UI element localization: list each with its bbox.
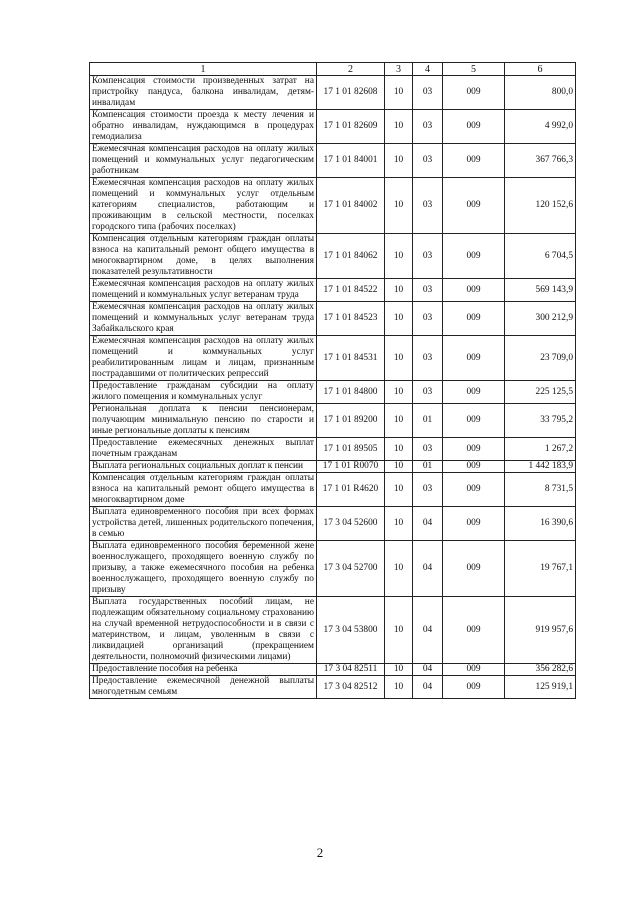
section-code: 10 <box>385 507 413 541</box>
budget-code: 17 3 04 52700 <box>317 541 385 597</box>
subsection-code: 04 <box>413 541 443 597</box>
budget-code: 17 1 01 84001 <box>317 144 385 178</box>
table-row <box>90 541 576 597</box>
amount: 120 152,6 <box>505 178 576 234</box>
subsection-code: 03 <box>413 144 443 178</box>
subsection-code: 03 <box>413 302 443 336</box>
amount: 569 143,9 <box>505 279 576 302</box>
budget-code: 17 1 01 82608 <box>317 76 385 110</box>
subsection-code: 04 <box>413 664 443 676</box>
section-code: 10 <box>385 438 413 461</box>
budget-code: 17 1 01 84062 <box>317 234 385 279</box>
table-row <box>90 302 576 336</box>
row-description: Предоставление гражданам субсидии на оплату жилого помещения и коммунальных услуг <box>90 381 317 404</box>
expense-type-code: 009 <box>443 541 505 597</box>
amount: 225 125,5 <box>505 381 576 404</box>
table-row <box>90 144 576 178</box>
page-number: 2 <box>316 845 324 860</box>
budget-code: 17 1 01 82609 <box>317 110 385 144</box>
section-code: 10 <box>385 676 413 699</box>
expense-type-code: 009 <box>443 279 505 302</box>
table-row <box>90 110 576 144</box>
table-row <box>90 178 576 234</box>
table-row <box>90 461 576 473</box>
subsection-code: 03 <box>413 110 443 144</box>
table-row <box>90 234 576 279</box>
expense-type-code: 009 <box>443 336 505 381</box>
expense-type-code: 009 <box>443 438 505 461</box>
section-code: 10 <box>385 234 413 279</box>
row-description: Ежемесячная компенсация расходов на оплату жилых помещений и коммунальных услуг ветеранам труда <box>90 279 317 302</box>
header-cell: 5 <box>443 63 505 76</box>
budget-code: 17 1 01 84531 <box>317 336 385 381</box>
amount: 8 731,5 <box>505 473 576 507</box>
row-description: Компенсация отдельным категориям граждан оплаты взноса на капитальный ремонт общего имущества в многоквартирном доме, в целях выполнения показателей результативности <box>90 234 317 279</box>
table-row <box>90 381 576 404</box>
row-description: Ежемесячная компенсация расходов на оплату жилых помещений и коммунальных услуг реабилитированным лицам и лицам, признанным пострадавшими от политических репрессий <box>90 336 317 381</box>
table-header-row <box>90 63 576 76</box>
expense-type-code: 009 <box>443 597 505 664</box>
subsection-code: 04 <box>413 507 443 541</box>
amount: 356 282,6 <box>505 664 576 676</box>
subsection-code: 03 <box>413 473 443 507</box>
row-description: Выплата единовременного пособия при всех формах устройства детей, лишенных родительского попечения, в семью <box>90 507 317 541</box>
row-description: Региональная доплата к пенсии пенсионерам, получающим минимальную пенсию по старости и иные региональные доплаты к пенсиям <box>90 404 317 438</box>
expense-type-code: 009 <box>443 461 505 473</box>
row-description: Выплата региональных социальных доплат к пенсии <box>90 461 317 473</box>
header-cell: 2 <box>317 63 385 76</box>
table-row <box>90 279 576 302</box>
budget-code: 17 1 01 84522 <box>317 279 385 302</box>
budget-code: 17 3 04 53800 <box>317 597 385 664</box>
section-code: 10 <box>385 461 413 473</box>
budget-code: 17 1 01 89505 <box>317 438 385 461</box>
row-description: Ежемесячная компенсация расходов на оплату жилых помещений и коммунальных услуг отдельным категориям специалистов, работающим и проживающим в сельской местности, поселках городского типа (рабочих поселках) <box>90 178 317 234</box>
expense-type-code: 009 <box>443 110 505 144</box>
amount: 800,0 <box>505 76 576 110</box>
expense-type-code: 009 <box>443 144 505 178</box>
subsection-code: 03 <box>413 178 443 234</box>
section-code: 10 <box>385 302 413 336</box>
subsection-code: 03 <box>413 76 443 110</box>
header-cell: 1 <box>90 63 317 76</box>
table-row <box>90 507 576 541</box>
budget-code: 17 1 01 84523 <box>317 302 385 336</box>
budget-code: 17 3 04 82511 <box>317 664 385 676</box>
amount: 23 709,0 <box>505 336 576 381</box>
header-cell: 4 <box>413 63 443 76</box>
table-row <box>90 438 576 461</box>
subsection-code: 04 <box>413 597 443 664</box>
section-code: 10 <box>385 597 413 664</box>
row-description: Выплата государственных пособий лицам, не подлежащим обязательному социальному страхованию на случай временной нетрудоспособности и в связи с материнством, и лицам, уволенным в связи с ликвидацией организаций (прекращением деятельности, полномочий физическими лицами) <box>90 597 317 664</box>
amount: 33 795,2 <box>505 404 576 438</box>
row-description: Предоставление пособия на ребенка <box>90 664 317 676</box>
expense-type-code: 009 <box>443 507 505 541</box>
row-description: Предоставление ежемесячной денежной выплаты многодетным семьям <box>90 676 317 699</box>
subsection-code: 01 <box>413 404 443 438</box>
section-code: 10 <box>385 541 413 597</box>
subsection-code: 03 <box>413 438 443 461</box>
section-code: 10 <box>385 664 413 676</box>
header-cell: 3 <box>385 63 413 76</box>
row-description: Компенсация стоимости произведенных затрат на пристройку пандуса, балкона инвалидам, детям-инвалидам <box>90 76 317 110</box>
expense-type-code: 009 <box>443 178 505 234</box>
expense-type-code: 009 <box>443 664 505 676</box>
section-code: 10 <box>385 110 413 144</box>
amount: 367 766,3 <box>505 144 576 178</box>
amount: 1 267,2 <box>505 438 576 461</box>
expense-type-code: 009 <box>443 473 505 507</box>
amount: 300 212,9 <box>505 302 576 336</box>
subsection-code: 03 <box>413 234 443 279</box>
section-code: 10 <box>385 144 413 178</box>
table-row <box>90 597 576 664</box>
row-description: Ежемесячная компенсация расходов на оплату жилых помещений и коммунальных услуг педагогическим работникам <box>90 144 317 178</box>
budget-code: 17 1 01 R4620 <box>317 473 385 507</box>
row-description: Ежемесячная компенсация расходов на оплату жилых помещений и коммунальных услуг ветеранам труда Забайкальского края <box>90 302 317 336</box>
row-description: Компенсация стоимости проезда к месту лечения и обратно инвалидам, нуждающимся в процедурах гемодиализа <box>90 110 317 144</box>
subsection-code: 03 <box>413 336 443 381</box>
expense-type-code: 009 <box>443 676 505 699</box>
section-code: 10 <box>385 381 413 404</box>
budget-code: 17 1 01 84800 <box>317 381 385 404</box>
amount: 4 992,0 <box>505 110 576 144</box>
section-code: 10 <box>385 404 413 438</box>
budget-code: 17 1 01 89200 <box>317 404 385 438</box>
budget-code: 17 1 01 R0070 <box>317 461 385 473</box>
expense-type-code: 009 <box>443 234 505 279</box>
subsection-code: 01 <box>413 461 443 473</box>
amount: 1 442 183,9 <box>505 461 576 473</box>
section-code: 10 <box>385 336 413 381</box>
table-row <box>90 676 576 699</box>
amount: 16 390,6 <box>505 507 576 541</box>
expense-type-code: 009 <box>443 404 505 438</box>
budget-table <box>89 62 576 699</box>
expense-type-code: 009 <box>443 302 505 336</box>
section-code: 10 <box>385 178 413 234</box>
expense-type-code: 009 <box>443 76 505 110</box>
amount: 19 767,1 <box>505 541 576 597</box>
header-cell: 6 <box>505 63 576 76</box>
row-description: Выплата единовременного пособия беременной жене военнослужащего, проходящего военную службу по призыву, а также ежемесячного пособия на ребенка военнослужащего, проходящего военную службу по призыву <box>90 541 317 597</box>
amount: 125 919,1 <box>505 676 576 699</box>
subsection-code: 03 <box>413 279 443 302</box>
budget-code: 17 1 01 84002 <box>317 178 385 234</box>
table-row <box>90 473 576 507</box>
amount: 6 704,5 <box>505 234 576 279</box>
table-row <box>90 664 576 676</box>
section-code: 10 <box>385 279 413 302</box>
section-code: 10 <box>385 76 413 110</box>
budget-code: 17 3 04 82512 <box>317 676 385 699</box>
subsection-code: 04 <box>413 676 443 699</box>
table-row <box>90 76 576 110</box>
row-description: Предоставление ежемесячных денежных выплат почетным гражданам <box>90 438 317 461</box>
table-row <box>90 336 576 381</box>
row-description: Компенсация отдельным категориям граждан оплаты взноса на капитальный ремонт общего имущества в многоквартирном доме <box>90 473 317 507</box>
amount: 919 957,6 <box>505 597 576 664</box>
table-row <box>90 404 576 438</box>
section-code: 10 <box>385 473 413 507</box>
budget-code: 17 3 04 52600 <box>317 507 385 541</box>
expense-type-code: 009 <box>443 381 505 404</box>
subsection-code: 03 <box>413 381 443 404</box>
